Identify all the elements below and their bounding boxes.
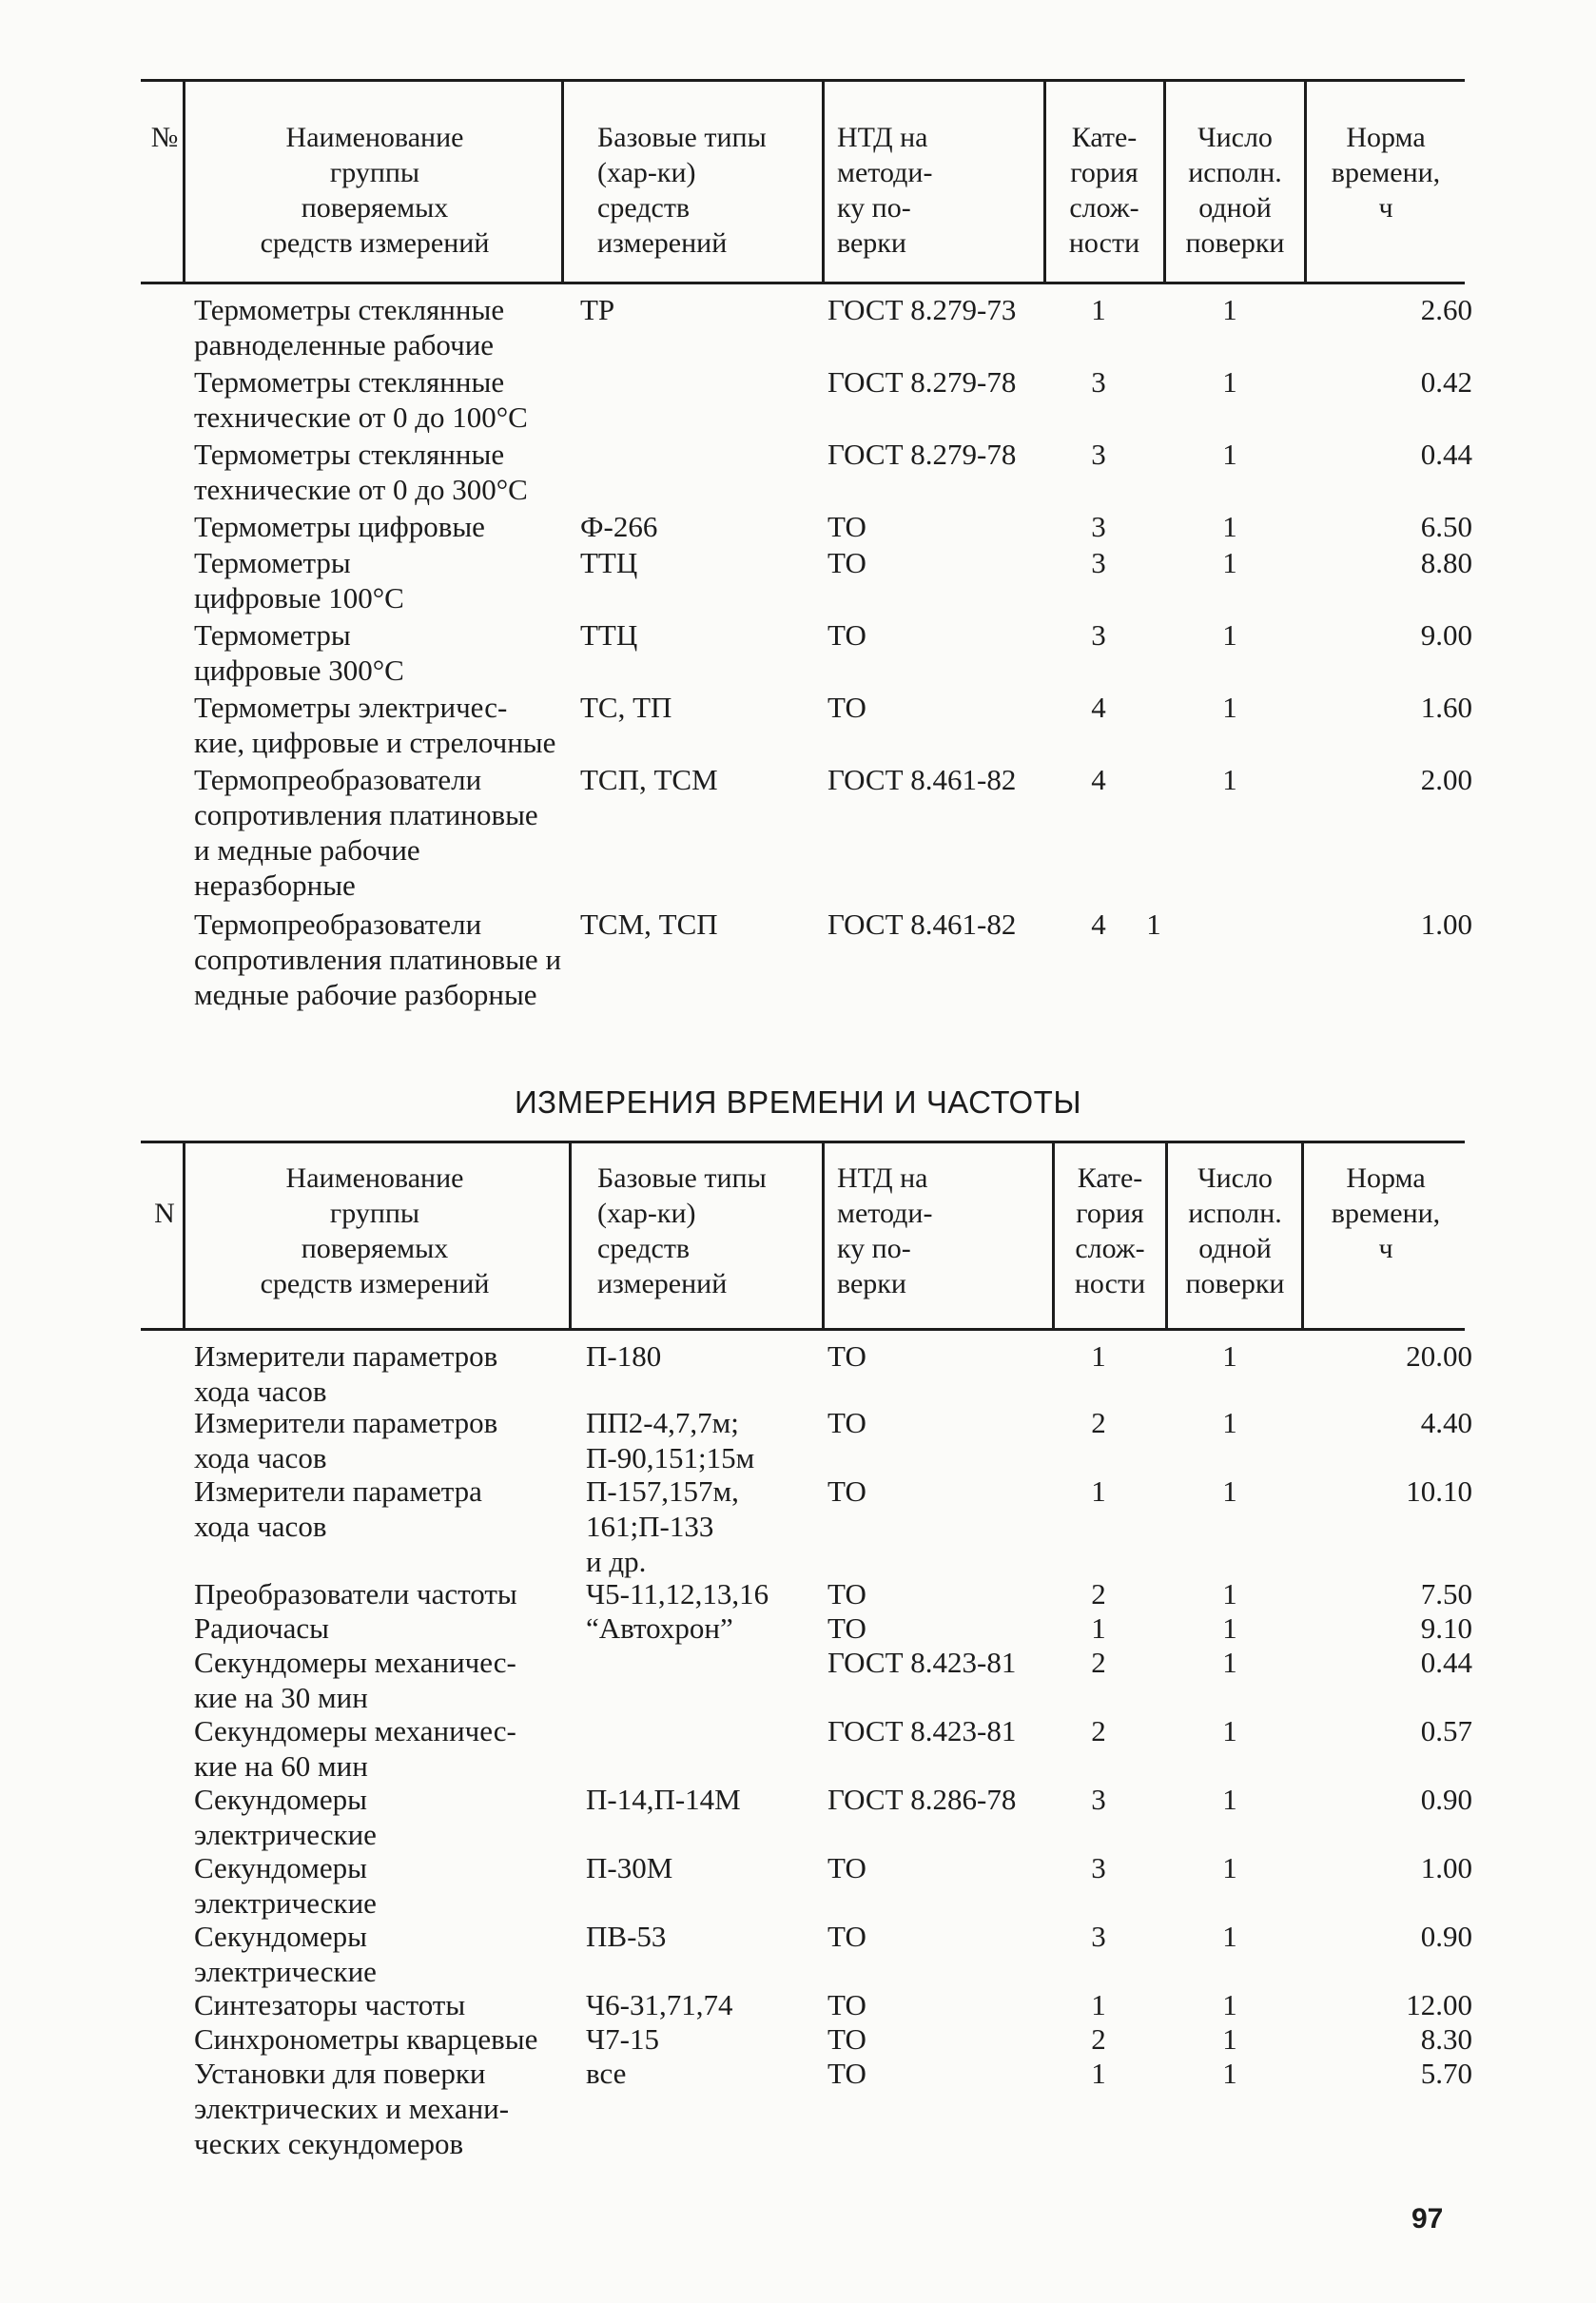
cell-ntd: ТО	[827, 1577, 866, 1610]
cell-time-norm: 8.80	[1420, 546, 1472, 579]
cell-time-norm: 9.10	[1420, 1611, 1472, 1645]
cell-time-norm: 10.10	[1406, 1474, 1472, 1508]
cell-time-norm: 8.30	[1420, 2022, 1472, 2056]
cell-category: 3	[1091, 546, 1106, 579]
cell-base-type: “Автохрон”	[586, 1611, 733, 1645]
table-header	[141, 1141, 1465, 1331]
cell-base-type: ТСП, ТСМ	[580, 763, 718, 796]
cell-group-name: Термометры цифровые 300°С	[194, 618, 404, 687]
table-body	[141, 284, 1472, 1026]
cell-executors: 1	[1222, 2057, 1237, 2090]
cell-executors: 1	[1222, 1474, 1237, 1508]
cell-group-name: Термометры стеклянные технические от 0 до 300°С	[194, 438, 528, 506]
cell-executors: 1	[1222, 1577, 1237, 1610]
cell-ntd: ГОСТ 8.279-78	[827, 365, 1017, 399]
cell-ntd: ТО	[827, 1988, 866, 2021]
cell-category: 3	[1091, 618, 1106, 652]
cell-group-name: Термометры цифровые	[194, 510, 485, 543]
header-number: №	[150, 122, 179, 153]
cell-category: 3	[1091, 365, 1106, 399]
cell-time-norm: 1.60	[1420, 691, 1472, 724]
cell-ntd: ТО	[827, 691, 866, 724]
cell-executors: 1	[1222, 691, 1237, 724]
cell-time-norm: 0.44	[1420, 1646, 1472, 1679]
header-time-norm: Норма времени, ч	[1331, 122, 1441, 224]
cell-executors: 1	[1222, 763, 1237, 796]
cell-category: 4	[1091, 908, 1106, 941]
cell-executors: 1	[1222, 1851, 1237, 1884]
cell-time-norm: 2.00	[1420, 763, 1472, 796]
cell-category: 2	[1091, 1406, 1106, 1439]
cell-group-name: Синхронометры кварцевые	[194, 2022, 538, 2056]
column-divider	[183, 82, 185, 282]
header-group-name: Наименование группы поверяемых средств измерений	[260, 1162, 490, 1299]
cell-base-type: Ч5-11,12,13,16	[586, 1577, 769, 1610]
cell-base-type: П-180	[586, 1339, 662, 1373]
cell-time-norm: 12.00	[1406, 1988, 1472, 2021]
section-title: ИЗМЕРЕНИЯ ВРЕМЕНИ И ЧАСТОТЫ	[514, 1084, 1082, 1120]
cell-base-type: ТР	[580, 293, 615, 326]
column-divider	[822, 1143, 825, 1328]
cell-time-norm: 4.40	[1420, 1406, 1472, 1439]
cell-ntd: ТО	[827, 1474, 866, 1508]
cell-executors: 1	[1222, 2022, 1237, 2056]
cell-ntd: ТО	[827, 618, 866, 652]
cell-base-type: ТС, ТП	[580, 691, 672, 724]
cell-time-norm: 2.60	[1420, 293, 1472, 326]
cell-group-name: Секундомеры электрические	[194, 1920, 377, 1988]
cell-ntd: ГОСТ 8.286-78	[827, 1783, 1017, 1816]
cell-ntd: ГОСТ 8.461-82	[827, 763, 1017, 796]
cell-category: 2	[1091, 1646, 1106, 1679]
cell-executors: 1	[1222, 1646, 1237, 1679]
cell-group-name: Измерители параметров хода часов	[194, 1406, 498, 1474]
cell-group-name: Радиочасы	[194, 1611, 329, 1645]
cell-ntd: ТО	[827, 1611, 866, 1645]
cell-executors: 1	[1222, 546, 1237, 579]
column-divider	[569, 1143, 572, 1328]
cell-executors: 1	[1222, 510, 1237, 543]
cell-executors: 1	[1222, 618, 1237, 652]
cell-ntd: ТО	[827, 1851, 866, 1884]
cell-base-type: П-30М	[586, 1851, 673, 1884]
cell-ntd: ГОСТ 8.423-81	[827, 1714, 1017, 1747]
cell-executors: 1	[1222, 1714, 1237, 1747]
cell-base-type: Ч7-15	[586, 2022, 659, 2056]
cell-base-type: ТСМ, ТСП	[580, 908, 718, 941]
page-number: 97	[1411, 2203, 1444, 2235]
cell-executors: 1	[1222, 1339, 1237, 1373]
cell-executors: 1	[1222, 293, 1237, 326]
cell-group-name: Секундомеры механичес- кие на 60 мин	[194, 1714, 516, 1783]
cell-time-norm: 9.00	[1420, 618, 1472, 652]
header-base-types: Базовые типы (хар-ки) средств измерений	[597, 1162, 767, 1299]
cell-executors: 1	[1222, 365, 1237, 399]
cell-time-norm: 1.00	[1420, 1851, 1472, 1884]
cell-ntd: ТО	[827, 510, 866, 543]
cell-time-norm: 0.44	[1420, 438, 1472, 471]
cell-ntd: ГОСТ 8.279-73	[827, 293, 1017, 326]
cell-group-name: Термопреобразователи сопротивления платиновые и медные рабочие неразборные	[194, 763, 538, 902]
cell-executors: 1	[1222, 1783, 1237, 1816]
column-divider	[822, 82, 825, 282]
cell-ntd: ГОСТ 8.461-82	[827, 908, 1017, 941]
cell-group-name: Термопреобразователи сопротивления платиновые и медные рабочие разборные	[194, 908, 562, 1011]
cell-group-name: Секундомеры электрические	[194, 1783, 377, 1851]
cell-group-name: Измерители параметра хода часов	[194, 1474, 482, 1543]
cell-executors: 1	[1222, 1920, 1237, 1953]
cell-ntd: ТО	[827, 546, 866, 579]
header-executors: Число исполн. одной поверки	[1185, 1162, 1285, 1299]
cell-group-name: Термометры цифровые 100°С	[194, 546, 404, 615]
cell-category: 3	[1091, 1920, 1106, 1953]
cell-executors: 1	[1222, 438, 1237, 471]
cell-group-name: Секундомеры электрические	[194, 1851, 377, 1920]
cell-group-name: Синтезаторы частоты	[194, 1988, 466, 2021]
cell-category: 3	[1091, 510, 1106, 543]
cell-category: 1	[1091, 1474, 1106, 1508]
cell-category: 1	[1091, 1988, 1106, 2021]
header-category: Кате- гория слож- ности	[1074, 1162, 1146, 1299]
header-executors: Число исполн. одной поверки	[1185, 122, 1285, 259]
cell-group-name: Преобразователи частоты	[194, 1577, 517, 1610]
cell-base-type: П-14,П-14М	[586, 1783, 741, 1816]
cell-category: 2	[1091, 2022, 1106, 2056]
header-base-types: Базовые типы (хар-ки) средств измерений	[597, 122, 767, 259]
cell-executors: 1	[1222, 1988, 1237, 2021]
cell-base-type: Ч6-31,71,74	[586, 1988, 733, 2021]
cell-time-norm: 7.50	[1420, 1577, 1472, 1610]
cell-time-norm: 5.70	[1420, 2057, 1472, 2090]
cell-executors: 1	[1222, 1406, 1237, 1439]
cell-category: 1	[1091, 293, 1106, 326]
header-group-name: Наименование группы поверяемых средств измерений	[260, 122, 490, 259]
cell-base-type: ПВ-53	[586, 1920, 667, 1953]
cell-category: 1	[1091, 2057, 1106, 2090]
cell-time-norm: 0.57	[1420, 1714, 1472, 1747]
table-body	[141, 1331, 1472, 2187]
cell-category: 4	[1091, 691, 1106, 724]
cell-ntd: ТО	[827, 2022, 866, 2056]
column-divider	[183, 1143, 185, 1328]
column-divider	[1301, 1143, 1304, 1328]
cell-ntd: ГОСТ 8.279-78	[827, 438, 1017, 471]
header-time-norm: Норма времени, ч	[1331, 1162, 1441, 1264]
cell-category: 2	[1091, 1577, 1106, 1610]
cell-time-norm: 0.90	[1420, 1920, 1472, 1953]
thermometers-table	[141, 79, 1472, 1026]
header-ntd: НТД на методи- ку по- верки	[837, 122, 933, 259]
cell-base-type: ПП2-4,7,7м; П-90,151;15м	[586, 1406, 755, 1474]
cell-group-name: Термометры электричес- кие, цифровые и стрелочные	[194, 691, 556, 759]
cell-executors: 1	[1146, 908, 1161, 941]
header-ntd: НТД на методи- ку по- верки	[837, 1162, 933, 1299]
cell-base-type: все	[586, 2057, 627, 2090]
cell-base-type: П-157,157м, 161;П-133 и др.	[586, 1474, 739, 1578]
cell-base-type: ТТЦ	[580, 618, 638, 652]
cell-executors: 1	[1222, 1611, 1237, 1645]
cell-category: 1	[1091, 1611, 1106, 1645]
cell-base-type: ТТЦ	[580, 546, 638, 579]
cell-ntd: ТО	[827, 1339, 866, 1373]
cell-ntd: ТО	[827, 1920, 866, 1953]
table-header	[141, 79, 1465, 284]
cell-category: 1	[1091, 1339, 1106, 1373]
cell-time-norm: 0.90	[1420, 1783, 1472, 1816]
cell-category: 4	[1091, 763, 1106, 796]
cell-group-name: Термометры стеклянные равноделенные рабочие	[194, 293, 505, 361]
cell-time-norm: 20.00	[1406, 1339, 1472, 1373]
cell-group-name: Измерители параметров хода часов	[194, 1339, 498, 1408]
header-category: Кате- гория слож- ности	[1068, 122, 1140, 259]
column-divider	[561, 82, 564, 282]
cell-time-norm: 6.50	[1420, 510, 1472, 543]
time-frequency-table	[141, 1141, 1472, 2187]
cell-category: 2	[1091, 1714, 1106, 1747]
cell-category: 3	[1091, 438, 1106, 471]
cell-ntd: ТО	[827, 2057, 866, 2090]
cell-time-norm: 0.42	[1420, 365, 1472, 399]
cell-group-name: Термометры стеклянные технические от 0 до 100°С	[194, 365, 528, 434]
cell-ntd: ТО	[827, 1406, 866, 1439]
cell-base-type: Ф-266	[580, 510, 658, 543]
cell-category: 3	[1091, 1783, 1106, 1816]
header-number: N	[154, 1198, 175, 1229]
cell-category: 3	[1091, 1851, 1106, 1884]
cell-ntd: ГОСТ 8.423-81	[827, 1646, 1017, 1679]
cell-time-norm: 1.00	[1420, 908, 1472, 941]
cell-group-name: Секундомеры механичес- кие на 30 мин	[194, 1646, 516, 1714]
cell-group-name: Установки для поверки электрических и механи- ческих секундомеров	[194, 2057, 510, 2160]
